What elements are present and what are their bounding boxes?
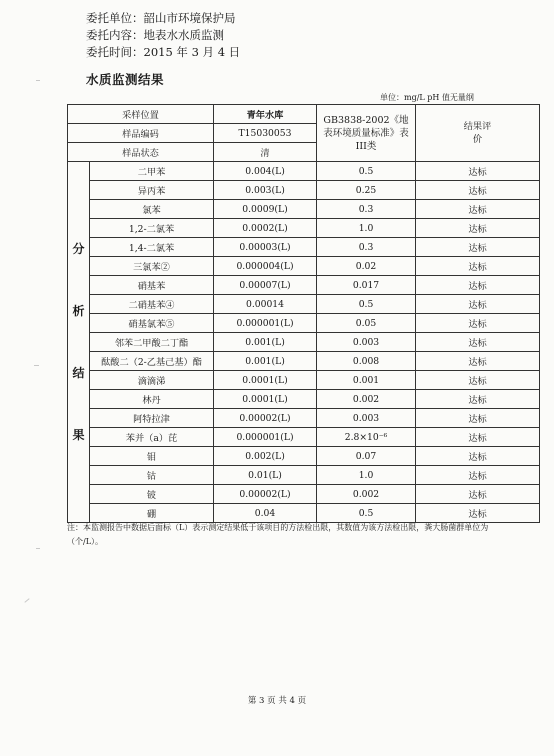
evaluation-value: 达标 — [416, 428, 540, 447]
standard-value: 0.3 — [317, 238, 416, 257]
standard-value: 0.003 — [317, 333, 416, 352]
table-row — [68, 409, 540, 428]
scan-mark — [36, 548, 40, 549]
result-value: 0.00002(L) — [214, 409, 317, 428]
scan-mark — [34, 365, 39, 366]
evaluation-value: 达标 — [416, 485, 540, 504]
client-unit: 委托单位：韶山市环境保护局 — [86, 11, 236, 25]
result-value: 0.01(L) — [214, 466, 317, 485]
table-row — [68, 485, 540, 504]
unit-note: 单位：mg/L pH 值无量纲 — [380, 93, 474, 102]
item-name: 林丹 — [90, 390, 214, 409]
scan-mark — [24, 598, 29, 603]
table-row — [68, 181, 540, 200]
item-name: 苯并（a）芘 — [90, 428, 214, 447]
evaluation-value: 达标 — [416, 371, 540, 390]
evaluation-value: 达标 — [416, 352, 540, 371]
table-row — [68, 295, 540, 314]
evaluation-value: 达标 — [416, 295, 540, 314]
table-row — [68, 371, 540, 390]
result-value: 0.0001(L) — [214, 371, 317, 390]
standard-value: 0.017 — [317, 276, 416, 295]
item-name: 钼 — [90, 447, 214, 466]
result-value: 0.04 — [214, 504, 317, 523]
table-row — [68, 352, 540, 371]
result-value: 0.00002(L) — [214, 485, 317, 504]
result-value: 0.003(L) — [214, 181, 317, 200]
standard-value: 1.0 — [317, 466, 416, 485]
result-value: 0.002(L) — [214, 447, 317, 466]
label-sampling-location: 采样位置 — [68, 105, 214, 124]
item-name: 邻苯二甲酸二丁酯 — [90, 333, 214, 352]
result-value: 0.000001(L) — [214, 428, 317, 447]
evaluation-value: 达标 — [416, 181, 540, 200]
header-row-location — [68, 105, 540, 124]
results-table-body — [68, 105, 540, 523]
table-row — [68, 162, 540, 181]
evaluation-value: 达标 — [416, 447, 540, 466]
item-name: 异丙苯 — [90, 181, 214, 200]
table-row — [68, 200, 540, 219]
evaluation-value: 达标 — [416, 238, 540, 257]
standard-value: 0.002 — [317, 485, 416, 504]
location-value: 青年水库 — [214, 105, 317, 124]
evaluation-header-text: 结果评价 — [463, 121, 492, 145]
result-value: 0.00003(L) — [214, 238, 317, 257]
table-row — [68, 314, 540, 333]
evaluation-value: 达标 — [416, 200, 540, 219]
standard-value: 0.003 — [317, 409, 416, 428]
page-number: 第 3 页 共 4 页 — [247, 696, 307, 706]
evaluation-value: 达标 — [416, 390, 540, 409]
item-name: 酞酸二（2-乙基己基）酯 — [90, 352, 214, 371]
table-row — [68, 390, 540, 409]
side-label-char: 结 — [72, 366, 85, 380]
result-value: 0.001(L) — [214, 333, 317, 352]
label-sample-code: 样品编码 — [68, 124, 214, 143]
item-name: 二硝基苯④ — [90, 295, 214, 314]
item-name: 钴 — [90, 466, 214, 485]
evaluation-value: 达标 — [416, 314, 540, 333]
evaluation-header — [416, 105, 540, 162]
item-name: 硝基苯 — [90, 276, 214, 295]
item-name: 滴滴涕 — [90, 371, 214, 390]
label-sample-state: 样品状态 — [68, 143, 214, 162]
standard-value: 0.002 — [317, 390, 416, 409]
sample-code-value: T15030053 — [214, 124, 317, 143]
standard-value: 0.25 — [317, 181, 416, 200]
item-name: 硝基氯苯⑤ — [90, 314, 214, 333]
client-content: 委托内容：地表水水质监测 — [86, 28, 224, 42]
result-value: 0.004(L) — [214, 162, 317, 181]
standard-value: 0.05 — [317, 314, 416, 333]
result-value: 0.001(L) — [214, 352, 317, 371]
standard-value: 2.8×10⁻⁶ — [317, 428, 416, 447]
analysis-results-side-label — [68, 162, 90, 523]
item-name: 阿特拉津 — [90, 409, 214, 428]
table-row — [68, 428, 540, 447]
table-row — [68, 219, 540, 238]
standard-value: 0.07 — [317, 447, 416, 466]
evaluation-value: 达标 — [416, 409, 540, 428]
client-time: 委托时间：2015 年 3 月 4 日 — [86, 45, 241, 59]
side-label-char: 分 — [72, 242, 85, 256]
standard-value: 0.5 — [317, 162, 416, 181]
table-row — [68, 447, 540, 466]
item-name: 氯苯 — [90, 200, 214, 219]
table-row — [68, 238, 540, 257]
item-name: 三氯苯② — [90, 257, 214, 276]
standard-value: 1.0 — [317, 219, 416, 238]
side-label-chars — [68, 218, 89, 466]
standard-value: 0.008 — [317, 352, 416, 371]
result-value: 0.0009(L) — [214, 200, 317, 219]
result-value: 0.000001(L) — [214, 314, 317, 333]
standard-header: GB3838-2002《地表环境质量标准》表III类 — [317, 105, 416, 162]
evaluation-value: 达标 — [416, 333, 540, 352]
table-row — [68, 257, 540, 276]
table-row — [68, 333, 540, 352]
footnote: 注：本监测报告中数据后面标（L）表示测定结果低于该项目的方法检出限，其数值为该方法检出限，粪大肠菌群单位为（个/L）。 — [67, 523, 489, 546]
standard-value: 0.3 — [317, 200, 416, 219]
evaluation-value: 达标 — [416, 257, 540, 276]
sample-state-value: 清 — [214, 143, 317, 162]
standard-value: 0.5 — [317, 504, 416, 523]
item-name: 二甲苯 — [90, 162, 214, 181]
table-row — [68, 276, 540, 295]
evaluation-value: 达标 — [416, 162, 540, 181]
evaluation-value: 达标 — [416, 504, 540, 523]
item-name: 1,2-二氯苯 — [90, 219, 214, 238]
side-label-char: 析 — [72, 304, 85, 318]
client-info — [86, 10, 240, 61]
evaluation-value: 达标 — [416, 466, 540, 485]
side-label-char: 果 — [72, 428, 85, 442]
table-row — [68, 504, 540, 523]
item-name: 铍 — [90, 485, 214, 504]
result-value: 0.00007(L) — [214, 276, 317, 295]
item-name: 1,4-二氯苯 — [90, 238, 214, 257]
standard-value: 0.001 — [317, 371, 416, 390]
result-value: 0.0001(L) — [214, 390, 317, 409]
evaluation-value: 达标 — [416, 219, 540, 238]
evaluation-value: 达标 — [416, 276, 540, 295]
item-name: 硼 — [90, 504, 214, 523]
table-row — [68, 466, 540, 485]
scan-mark — [36, 80, 40, 81]
standard-value: 0.02 — [317, 257, 416, 276]
result-value: 0.000004(L) — [214, 257, 317, 276]
monitoring-results-table — [67, 104, 540, 523]
result-value: 0.00014 — [214, 295, 317, 314]
section-title: 水质监测结果 — [86, 72, 165, 87]
standard-value: 0.5 — [317, 295, 416, 314]
result-value: 0.0002(L) — [214, 219, 317, 238]
